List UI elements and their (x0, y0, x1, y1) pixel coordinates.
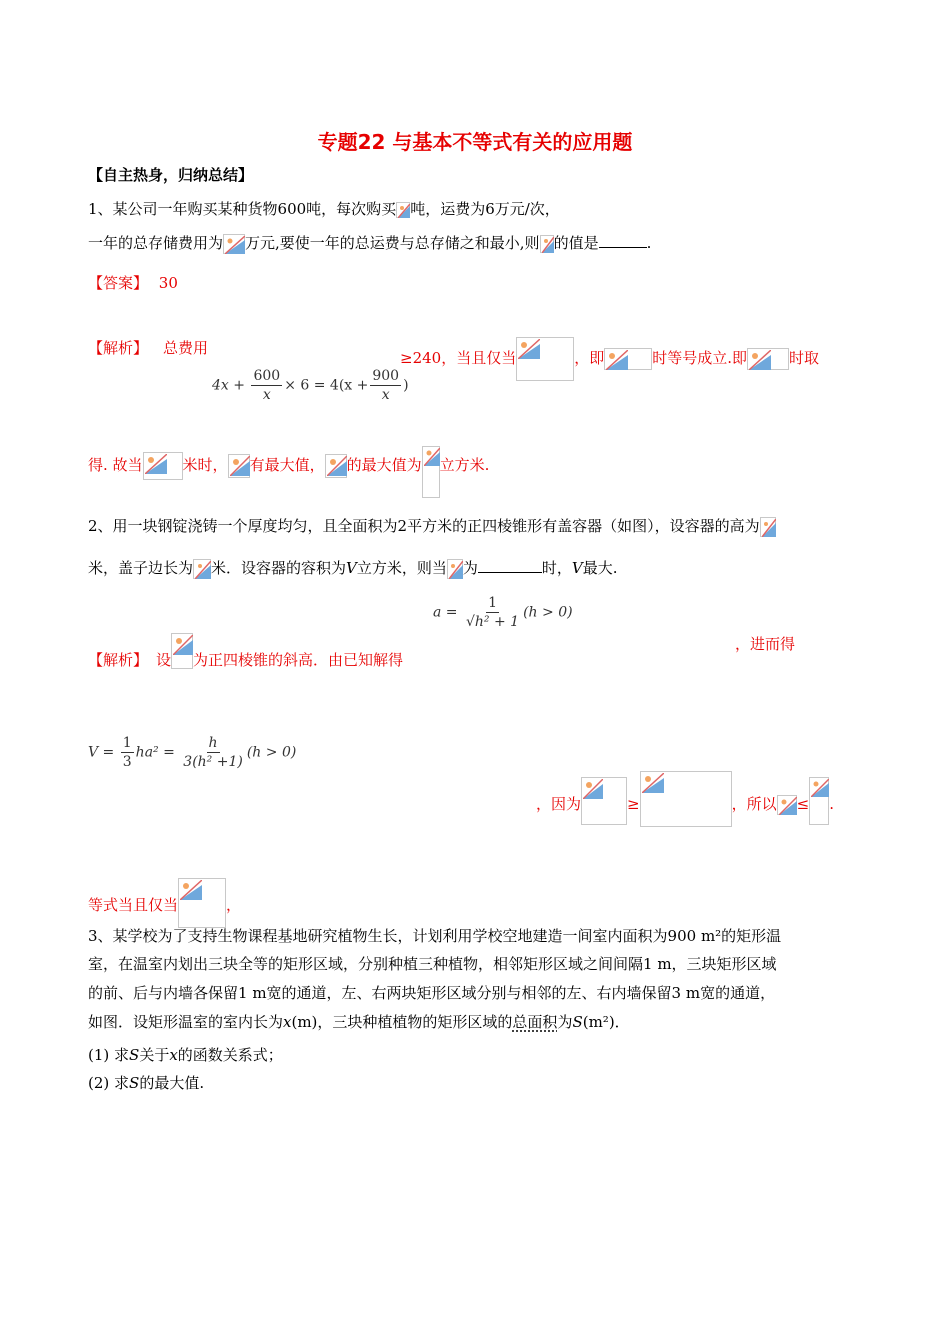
broken-image-icon (171, 633, 193, 669)
q3-line1: 3、某学校为了支持生物课程基地研究植物生长，计划利用学校空地建造一间室内面积为900 m²的矩形温 (88, 927, 782, 945)
analysis-text: ≥ (627, 795, 640, 813)
fraction-numerator: 1 (488, 595, 497, 611)
formula-total-cost: 4x + $\frac{600}{x}$ × 6 = 4(x + $\frac{900}{x}$ ) (212, 368, 409, 403)
section-heading: 【自主热身，归纳总结】 (88, 166, 254, 184)
analysis-text: 的最大值为 (346, 456, 422, 474)
broken-image-icon (516, 337, 574, 381)
q2-text: 最大. (582, 559, 618, 577)
q3-sub1 (88, 1044, 283, 1065)
broken-image-icon (777, 795, 797, 815)
broken-image-icon (178, 878, 226, 928)
formula-fraction (464, 594, 521, 631)
analysis-text: ≤ (796, 795, 810, 813)
q3-variable: S (572, 1013, 583, 1031)
broken-image-icon (193, 559, 211, 579)
analysis-text: 等式当且仅当 (88, 896, 179, 914)
q1-text: 一年的总存储费用为 (88, 234, 224, 252)
q2-line1 (88, 515, 776, 537)
answer-blank (478, 572, 542, 573)
fraction-denominator: √h² + 1 (465, 614, 520, 630)
broken-image-icon (422, 446, 440, 498)
formula-term: a = (433, 604, 458, 621)
broken-image-icon (640, 771, 732, 827)
answer-label: 【答案】 (88, 274, 149, 292)
formula-slant-height (433, 594, 573, 631)
broken-image-icon (325, 454, 347, 478)
analysis2-line1 (88, 633, 403, 670)
q1-text: 的值是 (553, 234, 599, 252)
q3-text: 关于 (139, 1046, 170, 1064)
q2-text: 2、用一块钢锭浇铸一个厚度均匀，且全面积为2平方米的正四棱锥形有盖容器（如图），设容器的高为 (88, 517, 760, 535)
q1-text: 1、某公司一年购买某种货物600吨，每次购买 (88, 200, 397, 218)
analysis2-line2 (536, 771, 834, 827)
q3-variable: S (129, 1074, 140, 1092)
broken-image-icon (581, 777, 627, 825)
analysis-label: 【解析】 (88, 651, 149, 669)
q3-text: (1) 求 (88, 1046, 130, 1064)
formula-term: (h > 0) (246, 744, 297, 761)
page-title: 专题22 与基本不等式有关的应用题 (317, 130, 633, 154)
q3-sub2 (88, 1072, 204, 1093)
q3-text: (2) 求 (88, 1074, 130, 1092)
q2-text: 立方米，则当 (356, 559, 447, 577)
analysis-text: ， (226, 896, 242, 914)
broken-image-icon (760, 517, 776, 537)
q3-emphasis: 总面积 (512, 1013, 558, 1031)
analysis-text: 立方米. (439, 456, 490, 474)
analysis-text: 为正四棱锥的斜高．由已知解得 (193, 651, 404, 669)
broken-image-icon (143, 452, 183, 480)
q3-variable: x (169, 1046, 178, 1064)
analysis2-line3 (88, 878, 241, 928)
q2-text: 时， (541, 559, 572, 577)
broken-image-icon (540, 235, 554, 253)
analysis-text: . (829, 795, 834, 813)
broken-image-icon (228, 454, 250, 478)
analysis-text: 有最大值， (249, 456, 325, 474)
fraction-denominator: 3(h² +1) (183, 754, 243, 770)
fraction-numerator: h (208, 735, 218, 751)
q2-variable: V (571, 559, 583, 577)
analysis-text: ≥240，当且仅当 (400, 349, 517, 367)
q2-text: 为 (462, 559, 478, 577)
analysis-text: 米时， (182, 456, 228, 474)
q1-text: 吨，运费为6万元/次， (410, 200, 560, 218)
broken-image-icon (747, 348, 789, 370)
analysis1-label: 【解析】 (88, 339, 149, 357)
broken-image-icon (604, 348, 652, 370)
analysis-text: ，所以 (731, 795, 777, 813)
fraction-numerator: 900 (372, 368, 400, 384)
q1-line1 (88, 198, 560, 219)
q1-text: . (646, 234, 652, 252)
formula-term: 4x (212, 377, 229, 394)
q3-text: (m)，三块种植植物的矩形区域的 (291, 1013, 513, 1031)
formula-term: × 6 = 4(x + (284, 377, 369, 394)
fraction-denominator: x (381, 387, 390, 403)
fraction-denominator: 3 (122, 754, 132, 770)
broken-image-icon (396, 202, 410, 218)
fraction-denominator: x (262, 387, 271, 403)
answer-blank (599, 247, 647, 248)
fraction-numerator: 600 (253, 368, 281, 384)
formula-term: V = (88, 744, 115, 761)
broken-image-icon (447, 559, 463, 579)
formula-fraction (121, 734, 134, 771)
broken-image-icon (223, 234, 245, 254)
q3-variable: S (129, 1046, 140, 1064)
fraction-numerator: 1 (122, 735, 132, 751)
q2-text: 米，盖子边长为 (88, 559, 194, 577)
q3-variable: x (283, 1013, 292, 1031)
q1-line2 (88, 232, 651, 254)
analysis1-line2 (88, 446, 489, 498)
analysis-text: 得. 故当 (88, 456, 143, 474)
analysis-text: 设 (156, 651, 172, 669)
q3-text: 为 (557, 1013, 573, 1031)
formula-fraction (181, 734, 245, 771)
q3-text: (m²)． (582, 1013, 630, 1031)
q3-line4 (88, 1011, 630, 1032)
q1-text: 万元,要使一年的总运费与总存储之和最小,则 (245, 234, 540, 252)
analysis-text: ，即 (574, 349, 605, 367)
answer-line (88, 272, 178, 293)
q3-line3: 的前、后与内墙各保留1 m宽的通道，左、右两块矩形区域分别与相邻的左、右内墙保留3 m宽的通道， (88, 984, 776, 1002)
formula-fraction (370, 367, 401, 404)
formula-fraction (251, 367, 282, 404)
q3-text: 的最大值. (139, 1074, 205, 1092)
formula-term: ha² = (135, 744, 175, 761)
formula-term: ) (403, 377, 409, 394)
broken-image-icon (809, 777, 829, 825)
answer-value: 30 (158, 274, 178, 292)
analysis-text: 时等号成立.即 (652, 349, 747, 367)
q2-text: 米．设容器的容积为 (211, 559, 347, 577)
analysis1-cont (400, 337, 819, 381)
q2-variable: V (346, 559, 357, 577)
q3-line2: 室，在温室内划出三块全等的矩形区域，分别种植三种植物，相邻矩形区域之间间隔1 m，三块矩形区域 (88, 955, 777, 973)
analysis1-text: 总费用 (163, 339, 209, 357)
q2-line2 (88, 557, 618, 579)
q3-text: 的函数关系式； (177, 1046, 283, 1064)
formula-volume (88, 734, 296, 771)
analysis2-cont: ，进而得 (735, 635, 796, 653)
q3-text: 如图．设矩形温室的室内长为 (88, 1013, 284, 1031)
analysis-text: 时取 (789, 349, 820, 367)
formula-term: (h > 0) (523, 604, 573, 621)
analysis-text: ，因为 (536, 795, 582, 813)
